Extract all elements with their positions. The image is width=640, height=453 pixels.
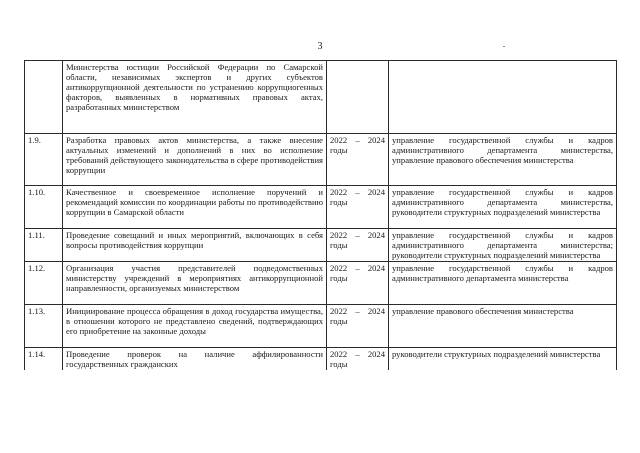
row-number: 1.10. <box>25 186 63 229</box>
period-cell <box>327 61 389 134</box>
table-row <box>25 134 617 186</box>
responsible-cell: управление государственной службы и кадров административного департамента министерства; руководители структурных подразделений министерства <box>389 229 617 262</box>
responsible-cell: управление государственной службы и кадров административного департамента министерства <box>389 262 617 305</box>
table-row <box>25 262 617 305</box>
responsible-cell: управление правового обеспечения министерства <box>389 305 617 348</box>
row-number: 1.9. <box>25 134 63 186</box>
activity-cell: Проведение совещаний и иных мероприятий, включающих в себя вопросы противодействия коррупции <box>63 229 327 262</box>
responsible-cell: руководители структурных подразделений министерства <box>389 348 617 371</box>
period-cell: 2022 – 2024 годы <box>327 229 389 262</box>
activity-cell: Инициирование процесса обращения в доход государства имущества, в отношении которого не представлено сведений, подтверждающих его приобретение на законные доходы <box>63 305 327 348</box>
period-cell: 2022 – 2024 годы <box>327 134 389 186</box>
responsible-cell <box>389 61 617 134</box>
row-number: 1.12. <box>25 262 63 305</box>
row-number: 1.11. <box>25 229 63 262</box>
table-row <box>25 348 617 371</box>
activity-cell: Организация участия представителей подведомственных министерству учреждений в мероприятиях антикоррупционной направленности, организуемых министерством <box>63 262 327 305</box>
table-row <box>25 305 617 348</box>
page-number: 3 <box>317 41 323 52</box>
row-number: 1.13. <box>25 305 63 348</box>
anticorruption-plan-table <box>24 60 617 370</box>
period-cell: 2022 – 2024 годы <box>327 186 389 229</box>
period-cell: 2022 – 2024 годы <box>327 305 389 348</box>
activity-cell: Разработка правовых актов министерства, а также внесение актуальных изменений и дополнений в них во исполнение требований действующего законодательства в сфере противодействия коррупции <box>63 134 327 186</box>
activity-cell: Министерства юстиции Российской Федерации по Самарской области, независимых экспертов и других субъектов антикоррупционной деятельности по устранению коррупциогенных факторов, выявленных в нормативных правовых актах, разработанных министерством <box>63 61 327 134</box>
activity-cell: Качественное и своевременное исполнение поручений и рекомендаций комиссии по координации работы по противодействию коррупции в Самарской области <box>63 186 327 229</box>
period-cell: 2022 – 2024 годы <box>327 262 389 305</box>
table-row <box>25 61 617 134</box>
responsible-cell: управление государственной службы и кадров административного департамента министерства, управление правового обеспечения министерства <box>389 134 617 186</box>
table-row <box>25 186 617 229</box>
responsible-cell: управление государственной службы и кадров административного департамента министерства, руководители структурных подразделений министерства <box>389 186 617 229</box>
period-cell: 2022 – 2024 годы <box>327 348 389 371</box>
activity-cell: Проведение проверок на наличие аффилированности государственных гражданских <box>63 348 327 371</box>
row-number: 1.14. <box>25 348 63 371</box>
row-number <box>25 61 63 134</box>
table-row <box>25 229 617 262</box>
scan-speck <box>503 46 505 47</box>
